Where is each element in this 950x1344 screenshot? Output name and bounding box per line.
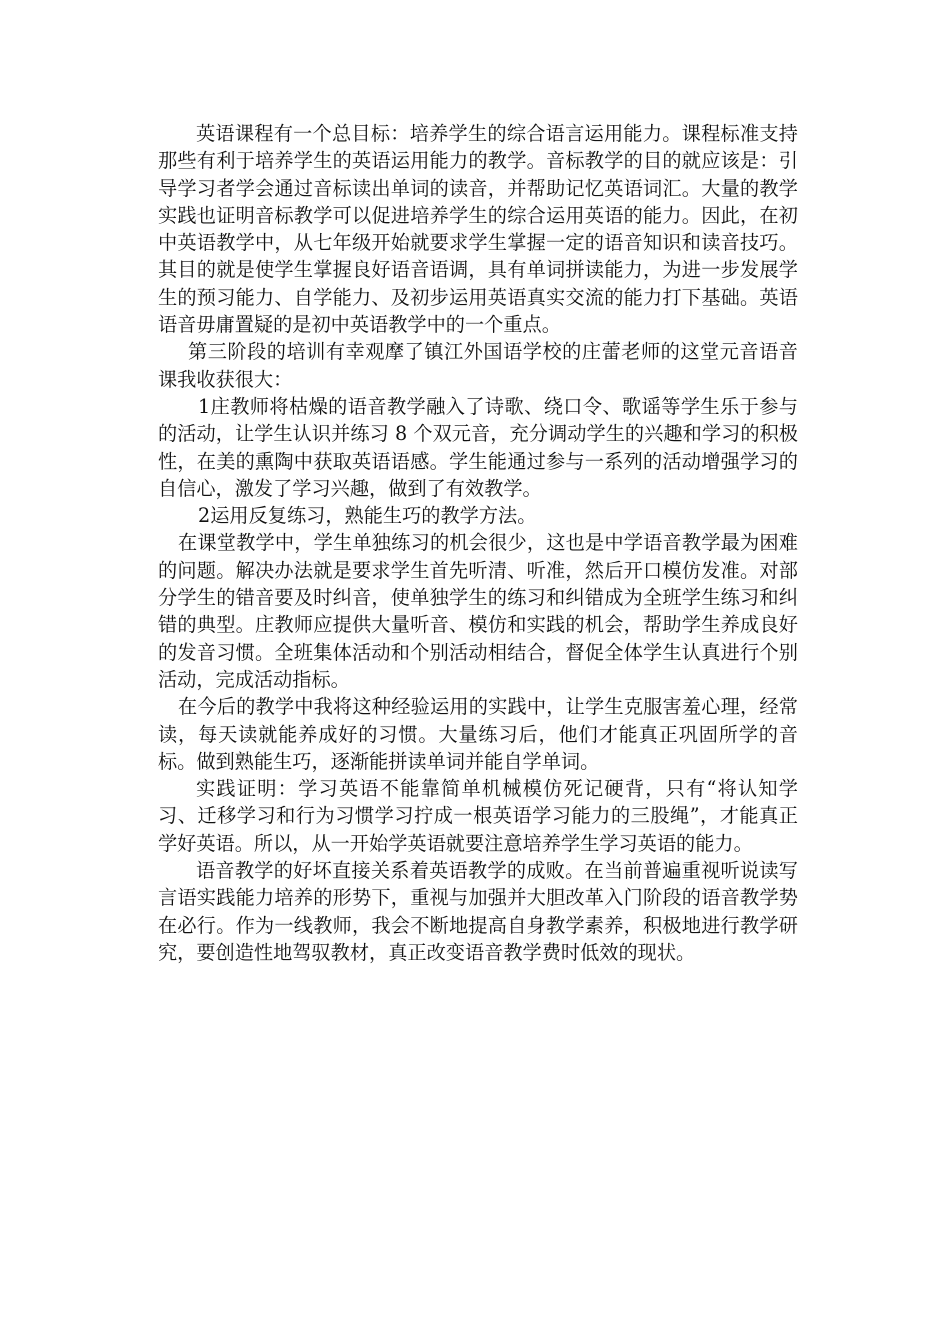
paragraph-third-stage: 第三阶段的培训有幸观摩了镇江外国语学校的庄蕾老师的这堂元音语音课我收获很大：: [158, 340, 798, 391]
document-body: [158, 120, 798, 966]
paragraph-course-goal: 英语课程有一个总目标：培养学生的综合语言运用能力。课程标准支持那些有利于培养学生的英语运用能力的教学。音标教学的目的就应该是：引导学习者学会通过音标读出单词的读音，并帮助记忆英语词汇。大量的教学实践也证明音标教学可以促进培养学生的综合运用英语的能力。因此，在初中英语教学中，从七年级开始就要求学生掌握一定的语音知识和读音技巧。其目的就是使学生掌握良好语音语调，具有单词拼读能力，为进一步发展学生的预习能力、自学能力、及初步运用英语真实交流的能力打下基础。英语语音毋庸置疑的是初中英语教学中的一个重点。: [158, 122, 798, 337]
paragraph-future-teaching: 在今后的教学中我将这种经验运用的实践中，让学生克服害羞心理，经常读，每天读就能养成好的习惯。大量练习后，他们才能真正巩固所学的音标。做到熟能生巧，逐渐能拼读单词并能自学单词。: [158, 695, 798, 773]
paragraph-conclusion: 语音教学的好坏直接关系着英语教学的成败。在当前普遍重视听说读写言语实践能力培养的形势下，重视与加强并大胆改革入门阶段的语音教学势在必行。作为一线教师，我会不断地提高自身教学素养，积极地进行教学研究，要创造性地驾驭教材，真正改变语音教学费时低效的现状。: [158, 859, 798, 964]
paragraph-classroom-practice: 在课堂教学中，学生单独练习的机会很少，这也是中学语音教学最为困难的问题。解决办法就是要求学生首先听清、听准，然后开口模仿发准。对部分学生的错音要及时纠音，使单独学生的练习和纠错成为全班学生练习和纠错的典型。庄教师应提供大量听音、模仿和实践的机会，帮助学生养成良好的发音习惯。全班集体活动和个别活动相结合，督促全体学生认真进行个别活动，完成活动指标。: [158, 531, 798, 691]
paragraph-practice-proves: 实践证明：学习英语不能靠简单机械模仿死记硬背，只有“将认知学习、迁移学习和行为习惯学习拧成一根英语学习能力的三股绳”，才能真正学好英语。所以，从一开始学英语就要注意培养学生学习英语的能力。: [158, 777, 798, 855]
paragraph-point-2: 2运用反复练习，熟能生巧的教学方法。: [198, 504, 537, 528]
paragraph-point-1: 1庄教师将枯燥的语音教学融入了诗歌、绕口令、歌谣等学生乐于参与的活动，让学生认识并练习 8 个双元音，充分调动学生的兴趣和学习的积极性，在美的熏陶中获取英语语感。学生能通过参与一系列的活动增强学习的自信心，激发了学习兴趣，做到了有效教学。: [158, 394, 798, 500]
